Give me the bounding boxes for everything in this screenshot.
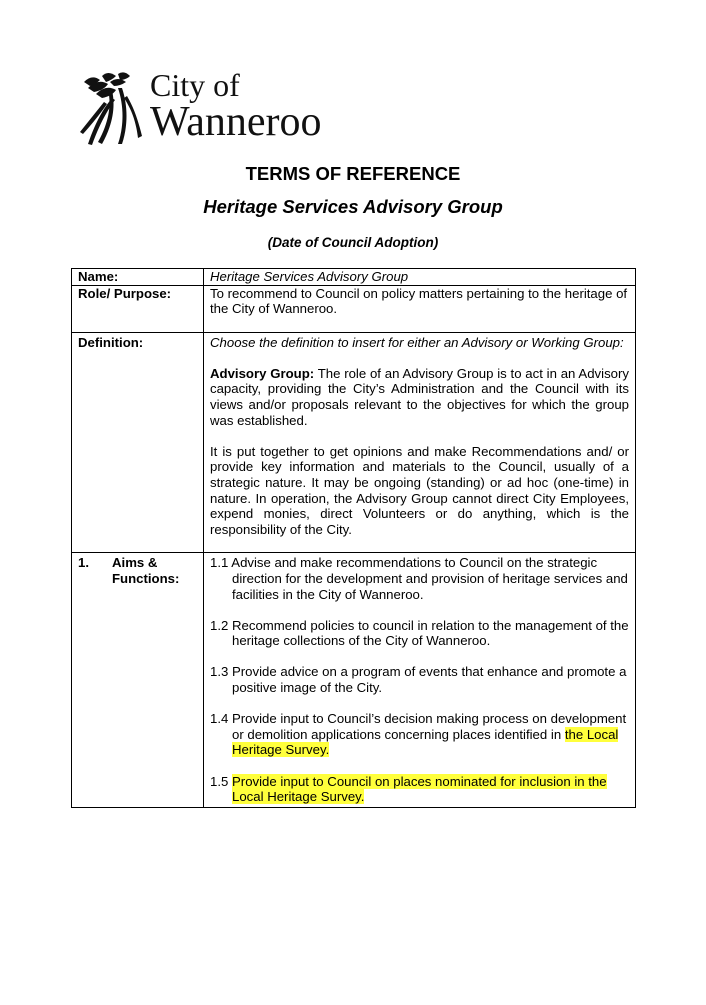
list-item — [210, 711, 629, 758]
role-purpose-value: To recommend to Council on policy matters pertaining to the heritage of the City of Wanneroo. — [204, 285, 636, 332]
aims-label-cell — [72, 553, 204, 808]
aims-label-line2: Functions: — [112, 570, 180, 586]
table-row-name — [72, 269, 636, 286]
list-item: 1.3 Provide advice on a program of events that enhance and promote a positive image of the City. — [210, 664, 627, 696]
logo-city-of-text: City of — [150, 67, 240, 103]
list-item: 1.1 Advise and make recommendations to Council on the strategic direction for the development and provision of heritage services and facilities in the City of Wanneroo. — [210, 555, 628, 602]
definition-value — [204, 332, 636, 553]
table-row-aims-functions — [72, 553, 636, 808]
section-number: 1. — [78, 555, 89, 571]
list-item — [210, 774, 629, 805]
row-label: Definition: — [72, 332, 204, 553]
aims-functions-value — [204, 553, 636, 808]
document-subtitle: Heritage Services Advisory Group — [203, 196, 503, 217]
aims-label-line1: Aims & — [112, 555, 158, 571]
table-row-role-purpose — [72, 285, 636, 332]
item-text: 1.4 Provide input to Council’s decision making process on development or demolition applications concerning places identified in — [210, 711, 627, 742]
document-title: TERMS OF REFERENCE — [245, 163, 461, 184]
highlighted-text: Provide input to Council on places nominated for inclusion in the Local Heritage Survey. — [232, 773, 607, 805]
definition-intro: Choose the definition to insert for either an Advisory or Working Group: — [210, 334, 624, 350]
city-of-wanneroo-logo — [78, 68, 338, 148]
terms-table — [71, 268, 636, 808]
adoption-date-note: (Date of Council Adoption) — [267, 235, 439, 250]
item-text: 1.5 — [210, 773, 232, 789]
highlighted-text: the Local Heritage Survey. — [232, 726, 619, 758]
list-item: 1.2 Recommend policies to council in relation to the management of the heritage collections of the City of Wanneroo. — [210, 617, 629, 649]
group-name-value: Heritage Services Advisory Group — [204, 269, 636, 286]
row-label: Name: — [72, 269, 204, 286]
table-row-definition — [72, 332, 636, 553]
logo-wanneroo-text: Wanneroo — [150, 99, 322, 145]
kangaroo-paw-emblem-icon — [78, 72, 148, 146]
row-label: Role/ Purpose: — [72, 285, 204, 332]
advisory-group-text: The role of an Advisory Group is to act in an Advisory capacity, providing the City’s Administration and the Council with its views and/or proposals relevant to the objectives for which the group was established. — [210, 365, 629, 428]
advisory-group-term: Advisory Group: — [210, 365, 315, 381]
advisory-group-paragraph — [210, 366, 629, 428]
definition-paragraph-2: It is put together to get opinions and make Recommendations and/ or provide key information and materials to the Council, usually of a strategic nature. It may be ongoing (standing) or ad hoc (one-time) in nature. In operation, the Advisory Group cannot direct City Employees, expend monies, direct Volunteers or do anything, which is the responsibility of the City. — [210, 443, 629, 537]
